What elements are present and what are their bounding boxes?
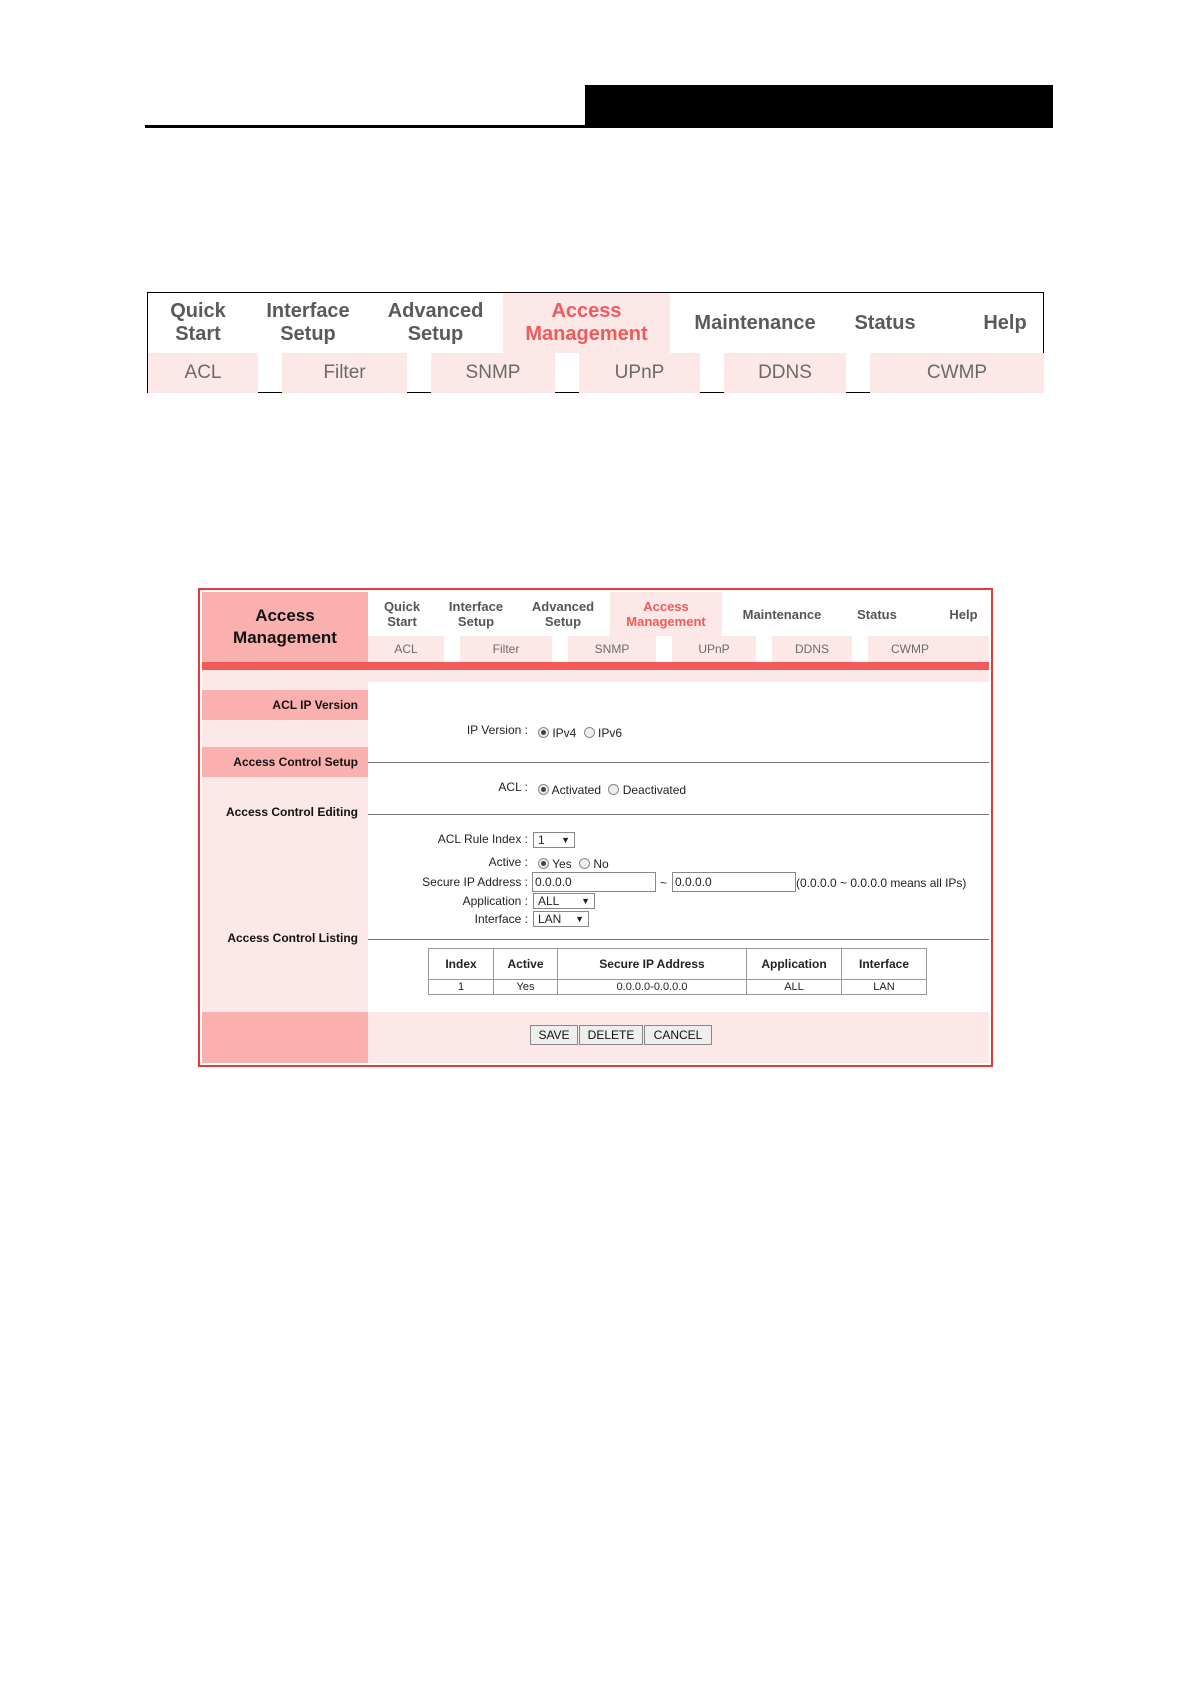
tab-help[interactable]: Help [983, 311, 1027, 334]
nav-top-row-small [368, 592, 989, 636]
header-rule [145, 125, 1053, 128]
ipv6-radio[interactable] [584, 727, 595, 738]
col-application: Application [747, 949, 842, 980]
section-access-control-listing: Access Control Listing [227, 931, 358, 945]
col-secure-ip: Secure IP Address [558, 949, 747, 980]
separator [368, 939, 989, 940]
subtab-divider [444, 636, 460, 662]
sidebar-labels [202, 682, 368, 1012]
interface-select[interactable]: LAN ▼ [533, 911, 589, 927]
tab-advanced-setup[interactable]: Advanced Setup [387, 300, 484, 345]
subtab-filter[interactable]: Filter [492, 642, 520, 656]
section-title: Access Management [202, 592, 368, 662]
tab-help[interactable]: Help [949, 606, 978, 622]
nav-top-row [148, 293, 1043, 353]
col-interface: Interface [842, 949, 927, 980]
active-no-radio[interactable] [579, 858, 590, 869]
separator [368, 814, 989, 815]
save-button[interactable]: SAVE [530, 1025, 578, 1045]
active-yes-radio[interactable] [538, 858, 549, 869]
rule-index-select[interactable]: 1 ▼ [533, 832, 575, 848]
header-black-bar [585, 85, 1053, 128]
section-access-control-setup: Access Control Setup [233, 755, 358, 769]
nav-sub-row-small [368, 636, 989, 662]
subtab-acl[interactable]: ACL [148, 353, 258, 393]
subtab-divider [656, 636, 672, 662]
subtab-upnp[interactable]: UPnP [579, 353, 700, 393]
interface-label: Interface : [474, 912, 528, 926]
secure-ip-label: Secure IP Address : [422, 875, 528, 889]
red-divider [202, 662, 989, 670]
subtab-acl[interactable]: ACL [394, 642, 418, 656]
active-options: Yes No [538, 857, 609, 871]
delete-button[interactable]: DELETE [579, 1025, 643, 1045]
section-access-control-editing: Access Control Editing [225, 805, 358, 819]
table-header-row [429, 949, 927, 980]
secure-ip-end-input[interactable]: 0.0.0.0 [672, 872, 796, 892]
tab-maintenance[interactable]: Maintenance [694, 311, 816, 334]
subtab-upnp[interactable]: UPnP [698, 642, 730, 656]
tab-status[interactable]: Status [857, 606, 897, 622]
subtab-cwmp[interactable]: CWMP [870, 353, 1044, 393]
tab-maintenance[interactable]: Maintenance [742, 606, 822, 622]
ip-version-options: IPv4 IPv6 [538, 726, 622, 740]
subtab-snmp[interactable]: SNMP [431, 353, 555, 393]
section-acl-ip-version: ACL IP Version [272, 698, 358, 712]
ipv4-radio[interactable] [538, 727, 549, 738]
subtab-filter[interactable]: Filter [282, 353, 407, 393]
tab-interface-setup[interactable]: Interface Setup [448, 599, 504, 629]
nav-menu-figure [147, 292, 1044, 393]
pink-stripe [202, 670, 989, 682]
rule-index-label: ACL Rule Index : [437, 832, 528, 846]
active-label: Active : [488, 855, 528, 869]
acl-deactivated-radio[interactable] [608, 784, 619, 795]
separator [368, 762, 989, 763]
footer-side [202, 1012, 368, 1063]
col-index: Index [429, 949, 494, 980]
subtab-divider [552, 636, 568, 662]
access-management-screenshot [198, 588, 993, 1067]
dropdown-arrow-icon: ▼ [581, 896, 590, 906]
tab-quick-start[interactable]: Quick Start [170, 300, 226, 345]
tab-interface-setup[interactable]: Interface Setup [266, 300, 350, 345]
ip-version-label: IP Version : [466, 723, 528, 737]
tab-status[interactable]: Status [854, 311, 916, 334]
tab-access-management[interactable]: Access Management [503, 293, 670, 353]
subtab-divider [756, 636, 772, 662]
cell-active: Yes [494, 980, 558, 995]
subtab-ddns[interactable]: DDNS [724, 353, 846, 393]
secure-ip-start-input[interactable]: 0.0.0.0 [532, 872, 656, 892]
subtab-divider [852, 636, 868, 662]
tab-quick-start[interactable]: Quick Start [383, 599, 421, 629]
dropdown-arrow-icon: ▼ [575, 914, 584, 924]
table-row [429, 980, 927, 995]
subtab-cwmp[interactable]: CWMP [891, 642, 929, 656]
acl-activated-radio[interactable] [538, 784, 549, 795]
acl-options: Activated Deactivated [538, 783, 686, 797]
secure-ip-hint: (0.0.0.0 ~ 0.0.0.0 means all IPs) [796, 876, 967, 890]
application-label: Application : [462, 894, 528, 908]
application-select[interactable]: ALL ▼ [533, 893, 595, 909]
dropdown-arrow-icon: ▼ [561, 835, 570, 845]
cell-secure-ip: 0.0.0.0-0.0.0.0 [558, 980, 747, 995]
tab-advanced-setup[interactable]: Advanced Setup [531, 599, 595, 629]
subtab-ddns[interactable]: DDNS [794, 642, 829, 656]
acl-listing-table [428, 948, 927, 995]
cancel-button[interactable]: CANCEL [644, 1025, 712, 1045]
ip-range-separator: ~ [660, 876, 668, 890]
cell-interface: LAN [842, 980, 927, 995]
col-active: Active [494, 949, 558, 980]
tab-access-management[interactable]: Access Management [610, 592, 722, 636]
acl-label: ACL : [498, 780, 528, 794]
subtab-snmp[interactable]: SNMP [594, 642, 630, 656]
cell-application: ALL [747, 980, 842, 995]
nav-sub-row [148, 353, 1043, 393]
cell-index: 1 [429, 980, 494, 995]
